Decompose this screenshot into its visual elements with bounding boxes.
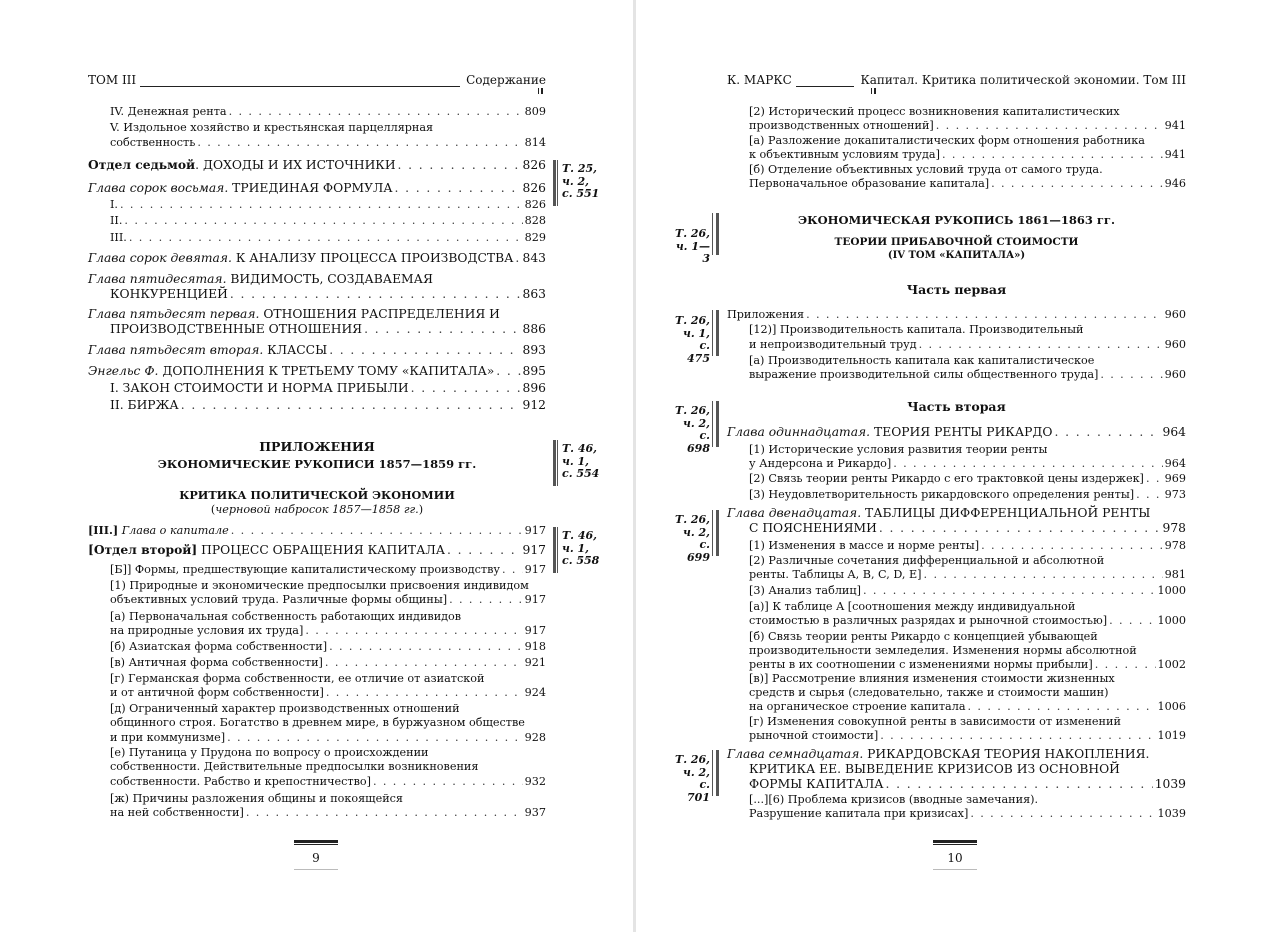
toc-page-number: 960 [1164, 338, 1186, 351]
toc-entry [749, 793, 1186, 808]
margin-ref: Т. 26, ч. 2, с. 699 [675, 513, 710, 564]
toc-page-number: 981 [1164, 568, 1186, 581]
toc-entry [749, 354, 1186, 369]
toc-page-number: 937 [524, 806, 546, 819]
toc-page-number: 941 [1164, 148, 1186, 161]
toc-entry [110, 198, 546, 213]
toc-page-number: 814 [524, 136, 546, 149]
toc-entry-title: [ж) Причины разложения общины и покоящейся [110, 792, 403, 805]
toc-entry [88, 251, 546, 266]
toc-entry [749, 368, 1186, 383]
toc-entry [749, 163, 1186, 178]
toc-entry [110, 398, 546, 413]
toc-entry-title: [Б]] Формы, предшествующие капиталистическому производству [110, 563, 500, 576]
toc-entry-title: I. [110, 198, 118, 211]
toc-page-number: 924 [524, 686, 546, 699]
appendix-title: ПРИЛОЖЕНИЯ [259, 439, 375, 454]
toc-entry-title: Глава двенадцатая. ТАБЛИЦЫ ДИФФЕРЕНЦИАЛЬНОЙ РЕНТЫ [727, 506, 1151, 520]
manuscript-title: ЭКОНОМИЧЕСКАЯ РУКОПИСЬ 1861—1863 гг. [798, 213, 1115, 227]
toc-entry [110, 702, 546, 717]
toc-entry-title: [1) Природные и экономические предпосылки присвоения индивидом [110, 579, 529, 592]
toc-page-number: 917 [522, 543, 546, 557]
toc-entry [110, 806, 546, 821]
toc-entry-title: ренты. Таблицы A, B, C, D, E] [749, 568, 922, 581]
toc-entry [110, 610, 546, 625]
toc-entry-title: [а) Первоначальная собственность работающих индивидов [110, 610, 462, 623]
toc-entry [88, 272, 546, 287]
toc-entry [110, 716, 546, 731]
toc-page-number: 928 [524, 731, 546, 744]
toc-page-number: 826 [522, 181, 546, 195]
toc-entry-title: [а) Производительность капитала как капиталистическое [749, 354, 1095, 367]
theories-title: ТЕОРИИ ПРИБАВОЧНОЙ СТОИМОСТИ [834, 236, 1079, 248]
toc-page-number: 1002 [1157, 658, 1186, 671]
appendix-subtitle: ЭКОНОМИЧЕСКИЕ РУКОПИСИ 1857—1859 гг. [157, 457, 477, 471]
toc-entry [110, 760, 546, 775]
toc-entry-title: собственность [110, 136, 196, 149]
margin-ref: Т. 26, ч. 2, с. 698 [675, 404, 710, 455]
toc-entry-title: [е) Путаница у Прудона по вопросу о происхождении [110, 746, 429, 759]
margin-ref: Т. 25, ч. 2, с. 551 [562, 162, 600, 200]
toc-entry [749, 443, 1186, 458]
toc-entry [110, 563, 546, 578]
toc-page-number: 917 [524, 563, 546, 576]
toc-entry [110, 231, 546, 246]
toc-page-number: 895 [522, 364, 546, 378]
toc-entry-title: Глава сорок девятая. К АНАЛИЗУ ПРОЦЕССА ПРОИЗВОДСТВА [88, 251, 514, 265]
critique-subtitle: (черновой набросок 1857—1858 гг.) [210, 503, 424, 516]
toc-entry-title: С ПОЯСНЕНИЯМИ [749, 521, 877, 535]
toc-entry [110, 731, 546, 746]
toc-entry [749, 539, 1186, 554]
toc-entry-title: и от античной форм собственности] [110, 686, 324, 699]
toc-entry [749, 600, 1186, 615]
toc-entry [749, 762, 1186, 777]
toc-entry-title: производительности земледелия. Изменения нормы абсолютной [749, 644, 1137, 657]
toc-entry [749, 134, 1186, 149]
header-author: К. МАРКС [727, 72, 796, 88]
margin-ref: Т. 46, ч. 1, с. 558 [562, 529, 600, 567]
part-one-heading: Часть первая [906, 282, 1007, 297]
margin-ref: Т. 26, ч. 1, с. 475 [675, 314, 710, 365]
toc-entry [749, 700, 1186, 715]
toc-entry-title: [3) Неудовлетворительность рикардовского определения ренты] [749, 488, 1135, 501]
toc-page-number: 886 [522, 322, 546, 336]
toc-entry [749, 148, 1186, 163]
page-number: 9 [294, 840, 338, 870]
toc-entry [749, 672, 1186, 687]
toc-entry-title: средств и сырья (следовательно, также и стоимости машин) [749, 686, 1109, 699]
toc-page-number: 809 [524, 105, 546, 118]
toc-page-number: 932 [524, 775, 546, 788]
toc-entry [110, 775, 546, 790]
toc-entry-title: рыночной стоимости] [749, 729, 879, 742]
toc-entry-title: [3) Анализ таблиц] [749, 584, 861, 597]
toc-page-number: 826 [522, 158, 546, 172]
toc-entry-title: [2) Связь теории ренты Рикардо с его трактовкой цены издержек] [749, 472, 1144, 485]
toc-page-number: 912 [522, 398, 546, 412]
toc-entry-title: Энгельс Ф. ДОПОЛНЕНИЯ К ТРЕТЬЕМУ ТОМУ «КАПИТАЛА» [88, 364, 495, 378]
toc-entry [727, 506, 1186, 521]
toc-page-number: 1039 [1157, 807, 1186, 820]
toc-entry [749, 658, 1186, 673]
toc-entry [110, 593, 546, 608]
toc-entry-title: объективных условий труда. Различные формы общины] [110, 593, 448, 606]
toc-entry-title: Глава семнадцатая. РИКАРДОВСКАЯ ТЕОРИЯ НАКОПЛЕНИЯ. [727, 747, 1150, 761]
toc-page-number: 921 [524, 656, 546, 669]
toc-entry-title: [...][6) Проблема кризисов (вводные замечания). [749, 793, 1039, 806]
toc-entry-title: [г) Изменения совокупной ренты в зависимости от изменений [749, 715, 1121, 728]
toc-page-number: 946 [1164, 177, 1186, 190]
toc-entry-title: Отдел седьмой. ДОХОДЫ И ИХ ИСТОЧНИКИ [88, 157, 396, 172]
header-volume: ТОМ III [88, 72, 140, 88]
toc-entry [749, 644, 1186, 659]
toc-entry-title: у Андерсона и Рикардо] [749, 457, 892, 470]
page-number: 10 [933, 840, 977, 870]
toc-entry-title: [в) Античная форма собственности] [110, 656, 323, 669]
toc-entry-title: [12)] Производительность капитала. Производительный [749, 323, 1084, 336]
toc-entry [749, 472, 1186, 487]
toc-page-number: 1039 [1154, 777, 1186, 791]
toc-entry [110, 792, 546, 807]
header-title: Капитал. Критика политической экономии. Том III [854, 72, 1186, 88]
toc-entry [749, 457, 1186, 472]
toc-entry-title: Глава пятьдесят первая. ОТНОШЕНИЯ РАСПРЕДЕЛЕНИЯ И [88, 307, 500, 321]
toc-entry-title: на природные условия их труда] [110, 624, 304, 637]
toc-entry-title: собственности. Действительные предпосылки возникновения [110, 760, 479, 773]
toc-entry [110, 656, 546, 671]
toc-entry [88, 364, 546, 379]
toc-entry-title: [б) Отделение объективных условий труда от самого труда. [749, 163, 1103, 176]
toc-entry [88, 307, 546, 322]
toc-page-number: 917 [524, 593, 546, 606]
theories-subtitle: (IV ТОМ «КАПИТАЛА») [887, 250, 1026, 261]
toc-entry-title: [а)] К таблице A [соотношения между индивидуальной [749, 600, 1076, 613]
toc-page-number: 960 [1164, 368, 1186, 381]
toc-entry [88, 343, 546, 358]
toc-page-number: 969 [1164, 472, 1186, 485]
toc-entry-title: [а) Разложение докапиталистических форм отношения работника [749, 134, 1145, 147]
toc-entry-title: [г) Германская форма собственности, ее отличие от азиатской [110, 672, 485, 685]
toc-entry-title: ПРОИЗВОДСТВЕННЫЕ ОТНОШЕНИЯ [110, 322, 363, 336]
toc-page-number: 918 [524, 640, 546, 653]
toc-page-number: 973 [1164, 488, 1186, 501]
toc-entry [110, 640, 546, 655]
toc-entry-title: стоимостью в различных разрядах и рыночной стоимостью] [749, 614, 1108, 627]
toc-entry [749, 554, 1186, 569]
toc-entry-title: КОНКУРЕНЦИЕЙ [110, 287, 228, 301]
toc-entry [749, 715, 1186, 730]
margin-ref: Т. 26, ч. 1—3 [675, 227, 710, 265]
toc-entry [749, 630, 1186, 645]
toc-page-number: 843 [522, 251, 546, 265]
toc-entry [110, 136, 546, 151]
right-page [636, 0, 1273, 932]
toc-entry [749, 119, 1186, 134]
toc-page-number: 917 [524, 524, 546, 537]
toc-page-number: 1006 [1157, 700, 1186, 713]
toc-entry [727, 425, 1186, 440]
toc-entry-title: выражение производительной силы общественного труда] [749, 368, 1099, 381]
toc-entry-title: Приложения [727, 308, 805, 321]
toc-entry-title: и при коммунизме] [110, 731, 226, 744]
toc-entry [110, 624, 546, 639]
toc-entry [749, 584, 1186, 599]
toc-entry-title: ФОРМЫ КАПИТАЛА [749, 777, 884, 791]
toc-entry [88, 523, 546, 539]
toc-entry [749, 338, 1186, 353]
toc-entry [727, 308, 1186, 323]
toc-entry [110, 121, 546, 136]
toc-entry-title: [2) Исторический процесс возникновения капиталистических [749, 105, 1120, 118]
toc-entry [110, 686, 546, 701]
toc-entry [749, 568, 1186, 583]
toc-entry-title: Глава пятьдесят вторая. КЛАССЫ [88, 343, 328, 357]
toc-page-number: 978 [1162, 521, 1186, 535]
toc-entry-title: ренты в их соотношении с изменениями нормы прибыли] [749, 658, 1093, 671]
header-section: Содержание [460, 72, 546, 88]
toc-entry [110, 105, 546, 120]
toc-entry [749, 614, 1186, 629]
part-two-heading: Часть вторая [907, 399, 1006, 414]
toc-entry-title: собственности. Рабство и крепостничество] [110, 775, 371, 788]
toc-entry-title: [б) Связь теории ренты Рикардо с концепцией убывающей [749, 630, 1098, 643]
toc-page-number: 893 [522, 343, 546, 357]
toc-entry-title: II. БИРЖА [110, 398, 179, 412]
toc-entry-title: на ней собственности] [110, 806, 244, 819]
toc-entry [110, 214, 546, 229]
toc-entry-title: к объективным условиям труда] [749, 148, 940, 161]
margin-ref: Т. 46, ч. 1, с. 554 [562, 442, 600, 480]
running-header [88, 72, 546, 88]
toc-entry-title: Разрушение капитала при кризисах] [749, 807, 969, 820]
toc-entry [88, 181, 546, 196]
toc-page-number: 917 [524, 624, 546, 637]
toc-page-number: 978 [1164, 539, 1186, 552]
toc-page-number: 941 [1164, 119, 1186, 132]
toc-entry-title: Глава пятидесятая. ВИДИМОСТЬ, СОЗДАВАЕМАЯ [88, 272, 433, 286]
toc-entry [88, 542, 546, 558]
toc-entry [749, 521, 1186, 536]
running-header [727, 72, 1186, 88]
toc-page-number: 826 [524, 198, 546, 211]
toc-page-number: 896 [522, 381, 546, 395]
toc-entry [110, 746, 546, 761]
toc-page-number: 1000 [1157, 614, 1186, 627]
toc-page-number: 960 [1164, 308, 1186, 321]
toc-entry-title: [в)] Рассмотрение влияния изменения стоимости жизненных [749, 672, 1115, 685]
toc-entry-title: V. Издольное хозяйство и крестьянская парцеллярная [110, 121, 434, 134]
toc-entry-title: [д) Ограниченный характер производственных отношений [110, 702, 460, 715]
toc-entry [749, 105, 1186, 120]
toc-entry [749, 729, 1186, 744]
toc-entry-title: III. [110, 231, 127, 244]
toc-entry-title: общинного строя. Богатство в древнем мире, в буржуазном обществе [110, 716, 525, 729]
toc-page-number: 828 [524, 214, 546, 227]
toc-entry-title: [III.] Глава о капитале [88, 523, 229, 537]
toc-entry [749, 807, 1186, 822]
toc-entry-title: I. ЗАКОН СТОИМОСТИ И НОРМА ПРИБЫЛИ [110, 381, 409, 395]
toc-entry-title: Глава сорок восьмая. ТРИЕДИНАЯ ФОРМУЛА [88, 181, 393, 195]
toc-entry-title: [б) Азиатская форма собственности] [110, 640, 328, 653]
toc-entry-title: производственных отношений] [749, 119, 934, 132]
toc-entry [110, 322, 546, 337]
toc-entry-title: Глава одиннадцатая. ТЕОРИЯ РЕНТЫ РИКАРДО [727, 425, 1053, 439]
toc-page-number: 1000 [1157, 584, 1186, 597]
toc-entry [88, 157, 546, 173]
margin-ref: Т. 26, ч. 2, с. 701 [675, 753, 710, 804]
left-page [0, 0, 633, 932]
toc-entry-title: [1) Исторические условия развития теории ренты [749, 443, 1048, 456]
toc-entry [110, 287, 546, 302]
toc-entry-title: и непроизводительный труд [749, 338, 917, 351]
critique-title: КРИТИКА ПОЛИТИЧЕСКОЙ ЭКОНОМИИ [179, 488, 455, 502]
toc-page-number: 863 [522, 287, 546, 301]
toc-entry-title: [1) Изменения в массе и норме ренты] [749, 539, 980, 552]
toc-entry-title: на органическое строение капитала [749, 700, 966, 713]
toc-entry-title: Первоначальное образование капитала] [749, 177, 990, 190]
toc-entry [727, 747, 1186, 762]
toc-entry [749, 686, 1186, 701]
toc-entry [749, 488, 1186, 503]
toc-entry [749, 177, 1186, 192]
toc-entry-title: IV. Денежная рента [110, 105, 227, 118]
toc-page-number: 1019 [1157, 729, 1186, 742]
toc-page-number: 829 [524, 231, 546, 244]
toc-entry [749, 777, 1186, 792]
toc-page-number: 964 [1164, 457, 1186, 470]
toc-entry-title: II. [110, 214, 123, 227]
toc-entry [110, 672, 546, 687]
toc-page-number: 964 [1162, 425, 1186, 439]
toc-entry [110, 381, 546, 396]
toc-entry [749, 323, 1186, 338]
toc-entry-title: КРИТИКА ЕЕ. ВЫВЕДЕНИЕ КРИЗИСОВ ИЗ ОСНОВНОЙ [749, 762, 1120, 776]
toc-entry [110, 579, 546, 594]
toc-entry-title: [Отдел второй] ПРОЦЕСС ОБРАЩЕНИЯ КАПИТАЛА [88, 542, 446, 557]
toc-entry-title: [2) Различные сочетания дифференциальной и абсолютной [749, 554, 1105, 567]
